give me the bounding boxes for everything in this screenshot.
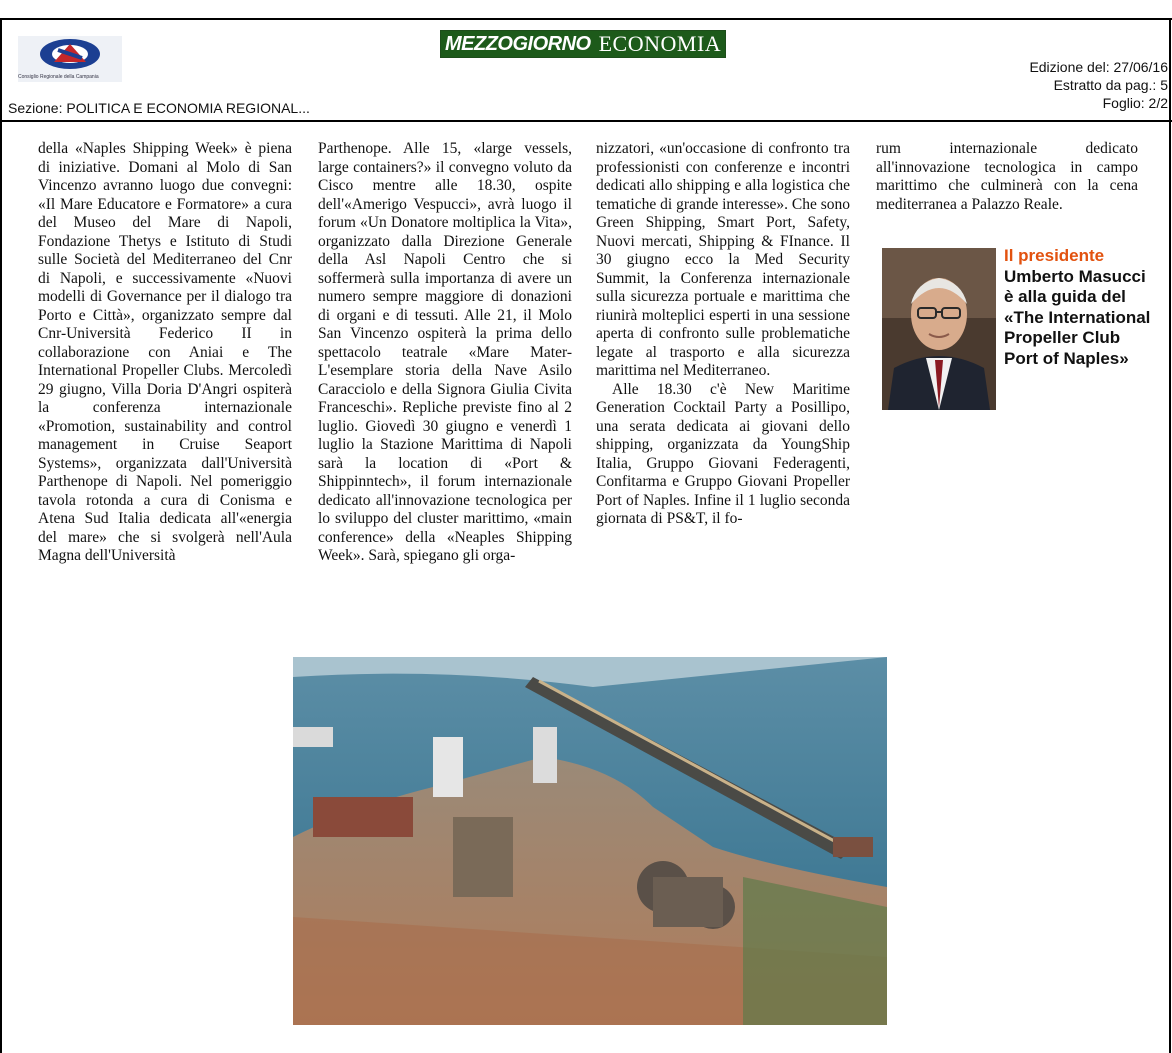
page-number: Estratto da pag.: 5 bbox=[1053, 77, 1168, 93]
article-column-3 bbox=[596, 140, 850, 529]
masthead-title: MEZZOGIORNO bbox=[441, 31, 595, 57]
article-column-2 bbox=[318, 140, 572, 566]
president-caption bbox=[1004, 246, 1154, 369]
frame-left-border bbox=[0, 18, 2, 1053]
article-column-1 bbox=[38, 140, 292, 566]
logo-caption: Consiglio Regionale della Campania bbox=[18, 74, 99, 80]
paragraph: Alle 18.30 c'è New Maritime Generation Cocktail Party a Posillipo, una serata dedicata ai giovani dello shipping, organizzata da YoungShip Italia, Gruppo Giovani Federagenti, Confitarma e Gruppo Giovani Propeller Port of Naples. Infine il 1 luglio seconda giornata di PS&T, il fo- bbox=[596, 380, 850, 527]
paragraph: della «Naples Shipping Week» è piena di iniziative. Domani al Molo di San Vincenzo avranno luogo due convegni: «Il Mare Educatore e Formatore» a cura del Museo del Mare di Napoli, Fondazione Thetys e Istituto di Studi sulle Società del Mediterraneo del Cnr di Napoli, e successivamente «Nuovi modelli di Governance per il dialogo tra Porto e Città», organizzato sempre dal Cnr-Università Federico II in collaborazione con Aniai e The International Propeller Clubs. Mercoledì 29 giugno, Villa Doria D'Angri ospiterà la conferenza internazionale «Promotion, sustainability and control management in Cruise Seaport Systems», organizzata dall'Università Parthenope di Napoli. Nel pomeriggio tavola rotonda a cura di Conisma e Atena Sud Italia dedicata all'«energia del mare» che si svolgerà nell'Aula Magna dell'Università bbox=[38, 140, 292, 564]
paragraph: nizzatori, «un'occasione di confronto tra professionisti con conferenze e incontri dedicati allo shipping e alla logistica che tematiche di grande interesse». Che sono Green Shipping, Smart Port, Safety, Nuovi mercati, Shipping & FInance. Il 30 giugno ecco la Med Security Summit, la Conferenza internazionale sulla sicurezza portuale e marittima che riunirà molteplici esperti in una sessione aperta di confronto sulle problematiche legate al trasporto e alla sicurezza marittima nel Mediterraneo. bbox=[596, 140, 850, 379]
sheet-number: Foglio: 2/2 bbox=[1102, 95, 1168, 111]
caption-body: Umberto Masucci è alla guida del «The International Propeller Club Port of Naples» bbox=[1004, 266, 1151, 368]
masthead bbox=[440, 30, 726, 58]
frame-top-border bbox=[0, 18, 1172, 20]
masthead-subtitle: ECONOMIA bbox=[595, 31, 726, 57]
paragraph: rum internazionale dedicato all'innovazione tecnologica in campo marittimo che culminerà con la cena mediterranea a Palazzo Reale. bbox=[876, 140, 1138, 213]
edition-date: Edizione del: 27/06/16 bbox=[1029, 59, 1168, 75]
frame-right-border bbox=[1169, 18, 1171, 1053]
paragraph: Parthenope. Alle 15, «large vessels, large containers?» il convegno voluto da Cisco mentre alle 18.30, ospite dell'«Amerigo Vespucci», avrà luogo il forum «Un Donatore moltiplica la Vita», organizzato dalla Direzione Generale della Asl Napoli Centro che si soffermerà sulla importanza di avere un numero sempre maggiore di donazioni di organi e di tessuti. Alle 21, il Molo San Vincenzo ospiterà la prima dello spettacolo teatrale «Mare Mater-L'esemplare storia della Nave Asilo Caracciolo e della Signora Giulia Civita Franceschi». Repliche previste fino al 2 luglio. Giovedì 30 giugno e venerdì 1 luglio la Stazione Marittima di Napoli sarà la location di «Port & Shippinntech», il forum internazionale dedicato all'innovazione tecnologica per lo sviluppo del cluster marittimo, «main conference» della «Neaples Shipping Week». Sarà, spiegano gli orga- bbox=[318, 140, 572, 564]
portrait-photo-icon bbox=[882, 248, 996, 410]
header-rule bbox=[0, 120, 1172, 122]
article-column-4 bbox=[876, 140, 1138, 214]
section-label: Sezione: POLITICA E ECONOMIA REGIONAL... bbox=[8, 100, 310, 116]
edition-meta bbox=[1029, 58, 1168, 112]
aerial-harbor-photo-icon bbox=[293, 657, 887, 1025]
caption-title: Il presidente bbox=[1004, 246, 1105, 265]
